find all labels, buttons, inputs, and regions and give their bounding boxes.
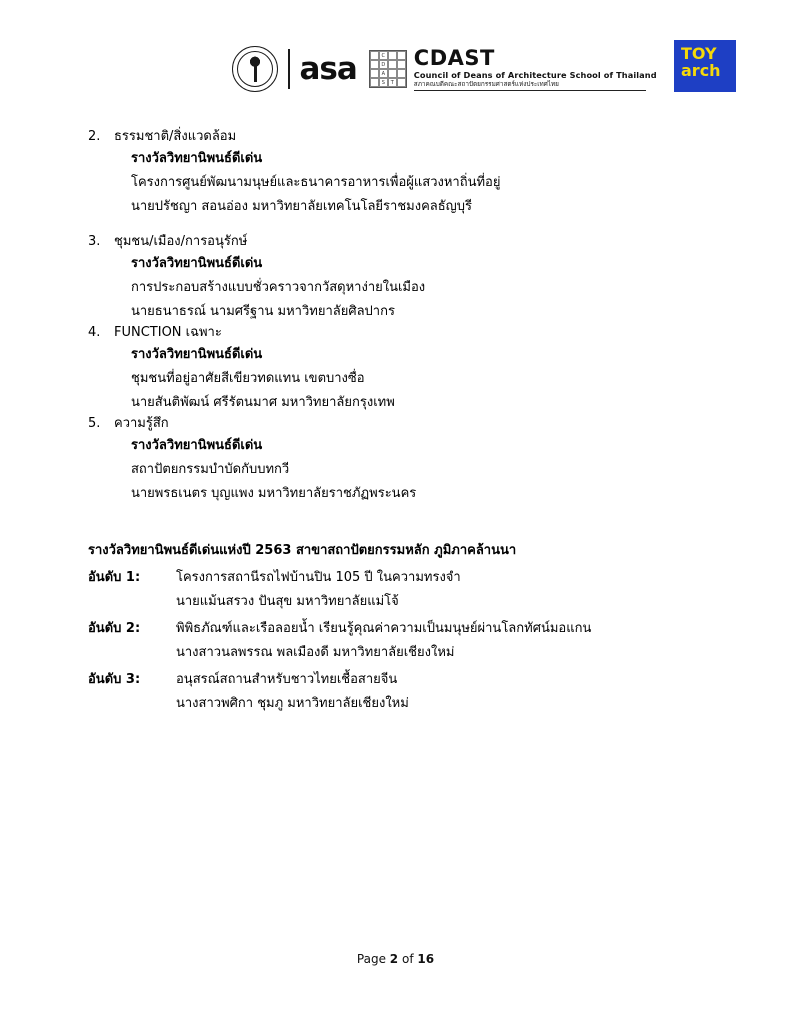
header-rule — [414, 90, 646, 91]
cdast-title: CDAST — [413, 46, 495, 71]
asa-logo-text: asa — [299, 50, 357, 87]
page-footer — [0, 952, 791, 966]
footer-total-pages: 16 — [417, 952, 435, 966]
document-body — [88, 130, 718, 710]
category-heading — [88, 326, 718, 339]
category-number: 2. — [88, 129, 101, 144]
toyarch-logo — [674, 40, 736, 92]
rank-label: อันดับ 1: — [88, 570, 141, 585]
rank-label: อันดับ 2: — [88, 621, 141, 636]
project-title: สถาปัตยกรรมบำบัดกับบทกวี — [131, 462, 290, 477]
category-entry — [88, 130, 718, 213]
category-name: ชุมชน/เมือง/การอนุรักษ์ — [114, 234, 248, 249]
category-name: ธรรมชาติ/สิ่งแวดล้อม — [114, 129, 237, 144]
rank-heading — [88, 622, 718, 635]
category-entry — [88, 235, 718, 318]
category-number: 4. — [88, 325, 101, 340]
project-title: ชุมชนที่อยู่อาศัยสีเขียวทดแทน เขตบางซื่อ — [131, 371, 365, 386]
footer-prefix: Page — [356, 952, 390, 966]
rank-project: พิพิธภัณฑ์และเรือลอยน้ำ เรียนรู้คุณค่าความเป็นมนุษย์ผ่านโลกทัศน์มอแกน — [176, 621, 592, 636]
toyarch-logo-line2: arch — [681, 60, 721, 80]
project-author: นายพรธเนตร บุญแพง มหาวิทยาลัยราชภัฏพระนคร — [131, 486, 417, 501]
category-name: FUNCTION เฉพาะ — [114, 325, 222, 340]
cdast-grid-icon: C D A S T — [369, 50, 407, 88]
category-number: 3. — [88, 234, 101, 249]
footer-current-page: 2 — [389, 952, 399, 966]
cdast-subtitle-en: Council of Deans of Architecture School of Thailand — [413, 69, 657, 80]
rank-entry — [88, 673, 718, 710]
project-author: นายสันติพัฒน์ ศรีรัตนมาศ มหาวิทยาลัยกรุงเทพ — [131, 395, 395, 410]
category-heading — [88, 417, 718, 430]
logo-group — [232, 38, 657, 100]
category-entry — [88, 417, 718, 500]
category-entry — [88, 326, 718, 409]
rank-author: นายแม้นสรวง ปันสุข มหาวิทยาลัยแม่โจ้ — [176, 594, 399, 609]
award-label: รางวัลวิทยานิพนธ์ดีเด่น — [131, 256, 263, 271]
award-label: รางวัลวิทยานิพนธ์ดีเด่น — [131, 438, 263, 453]
rank-project: อนุสรณ์สถานสำหรับชาวไทยเชื้อสายจีน — [176, 672, 398, 687]
rank-label: อันดับ 3: — [88, 672, 141, 687]
cdast-text-block — [414, 47, 657, 90]
award-label: รางวัลวิทยานิพนธ์ดีเด่น — [131, 151, 263, 166]
project-title: การประกอบสร้างแบบชั่วคราวจากวัสดุหาง่ายในเมือง — [131, 280, 426, 295]
rank-project: โครงการสถานีรถไฟบ้านปิน 105 ปี ในความทรงจำ — [176, 570, 461, 585]
divider — [288, 49, 290, 89]
royal-seal-icon — [232, 46, 278, 92]
category-name: ความรู้สึก — [114, 416, 169, 431]
spacer — [88, 213, 718, 235]
rank-author: นางสาวนลพรรณ พลเมืองดี มหาวิทยาลัยเชียงใหม่ — [176, 645, 455, 660]
project-title: โครงการศูนย์พัฒนามนุษย์และธนาคารอาหารเพื่อผู้แสวงหาถิ่นที่อยู่ — [131, 175, 501, 190]
rank-heading — [88, 571, 718, 584]
toyarch-logo-line1: TOY — [681, 44, 717, 63]
rank-entry — [88, 622, 718, 659]
project-author: นายธนาธรณ์ นามศรีฐาน มหาวิทยาลัยศิลปากร — [131, 304, 395, 319]
category-number: 5. — [88, 416, 101, 431]
footer-middle: of — [398, 952, 418, 966]
award-label: รางวัลวิทยานิพนธ์ดีเด่น — [131, 347, 263, 362]
category-heading — [88, 235, 718, 248]
spacer — [88, 409, 718, 417]
rank-author: นางสาวพศิกา ชุมภู มหาวิทยาลัยเชียงใหม่ — [176, 696, 409, 711]
cdast-subtitle-th: สภาคณบดีคณะสถาปัตยกรรมศาสตร์แห่งประเทศไทย — [413, 80, 559, 89]
section-title: รางวัลวิทยานิพนธ์ดีเด่นแห่งปี 2563 สาขาสถาปัตยกรรมหลัก ภูมิภาคล้านนา — [88, 543, 517, 558]
project-author: นายปรัชญา สอนอ่อง มหาวิทยาลัยเทคโนโลยีราชมงคลธัญบุรี — [131, 199, 472, 214]
category-heading — [88, 130, 718, 143]
rank-entry — [88, 571, 718, 608]
rank-heading — [88, 673, 718, 686]
document-header — [0, 38, 791, 102]
